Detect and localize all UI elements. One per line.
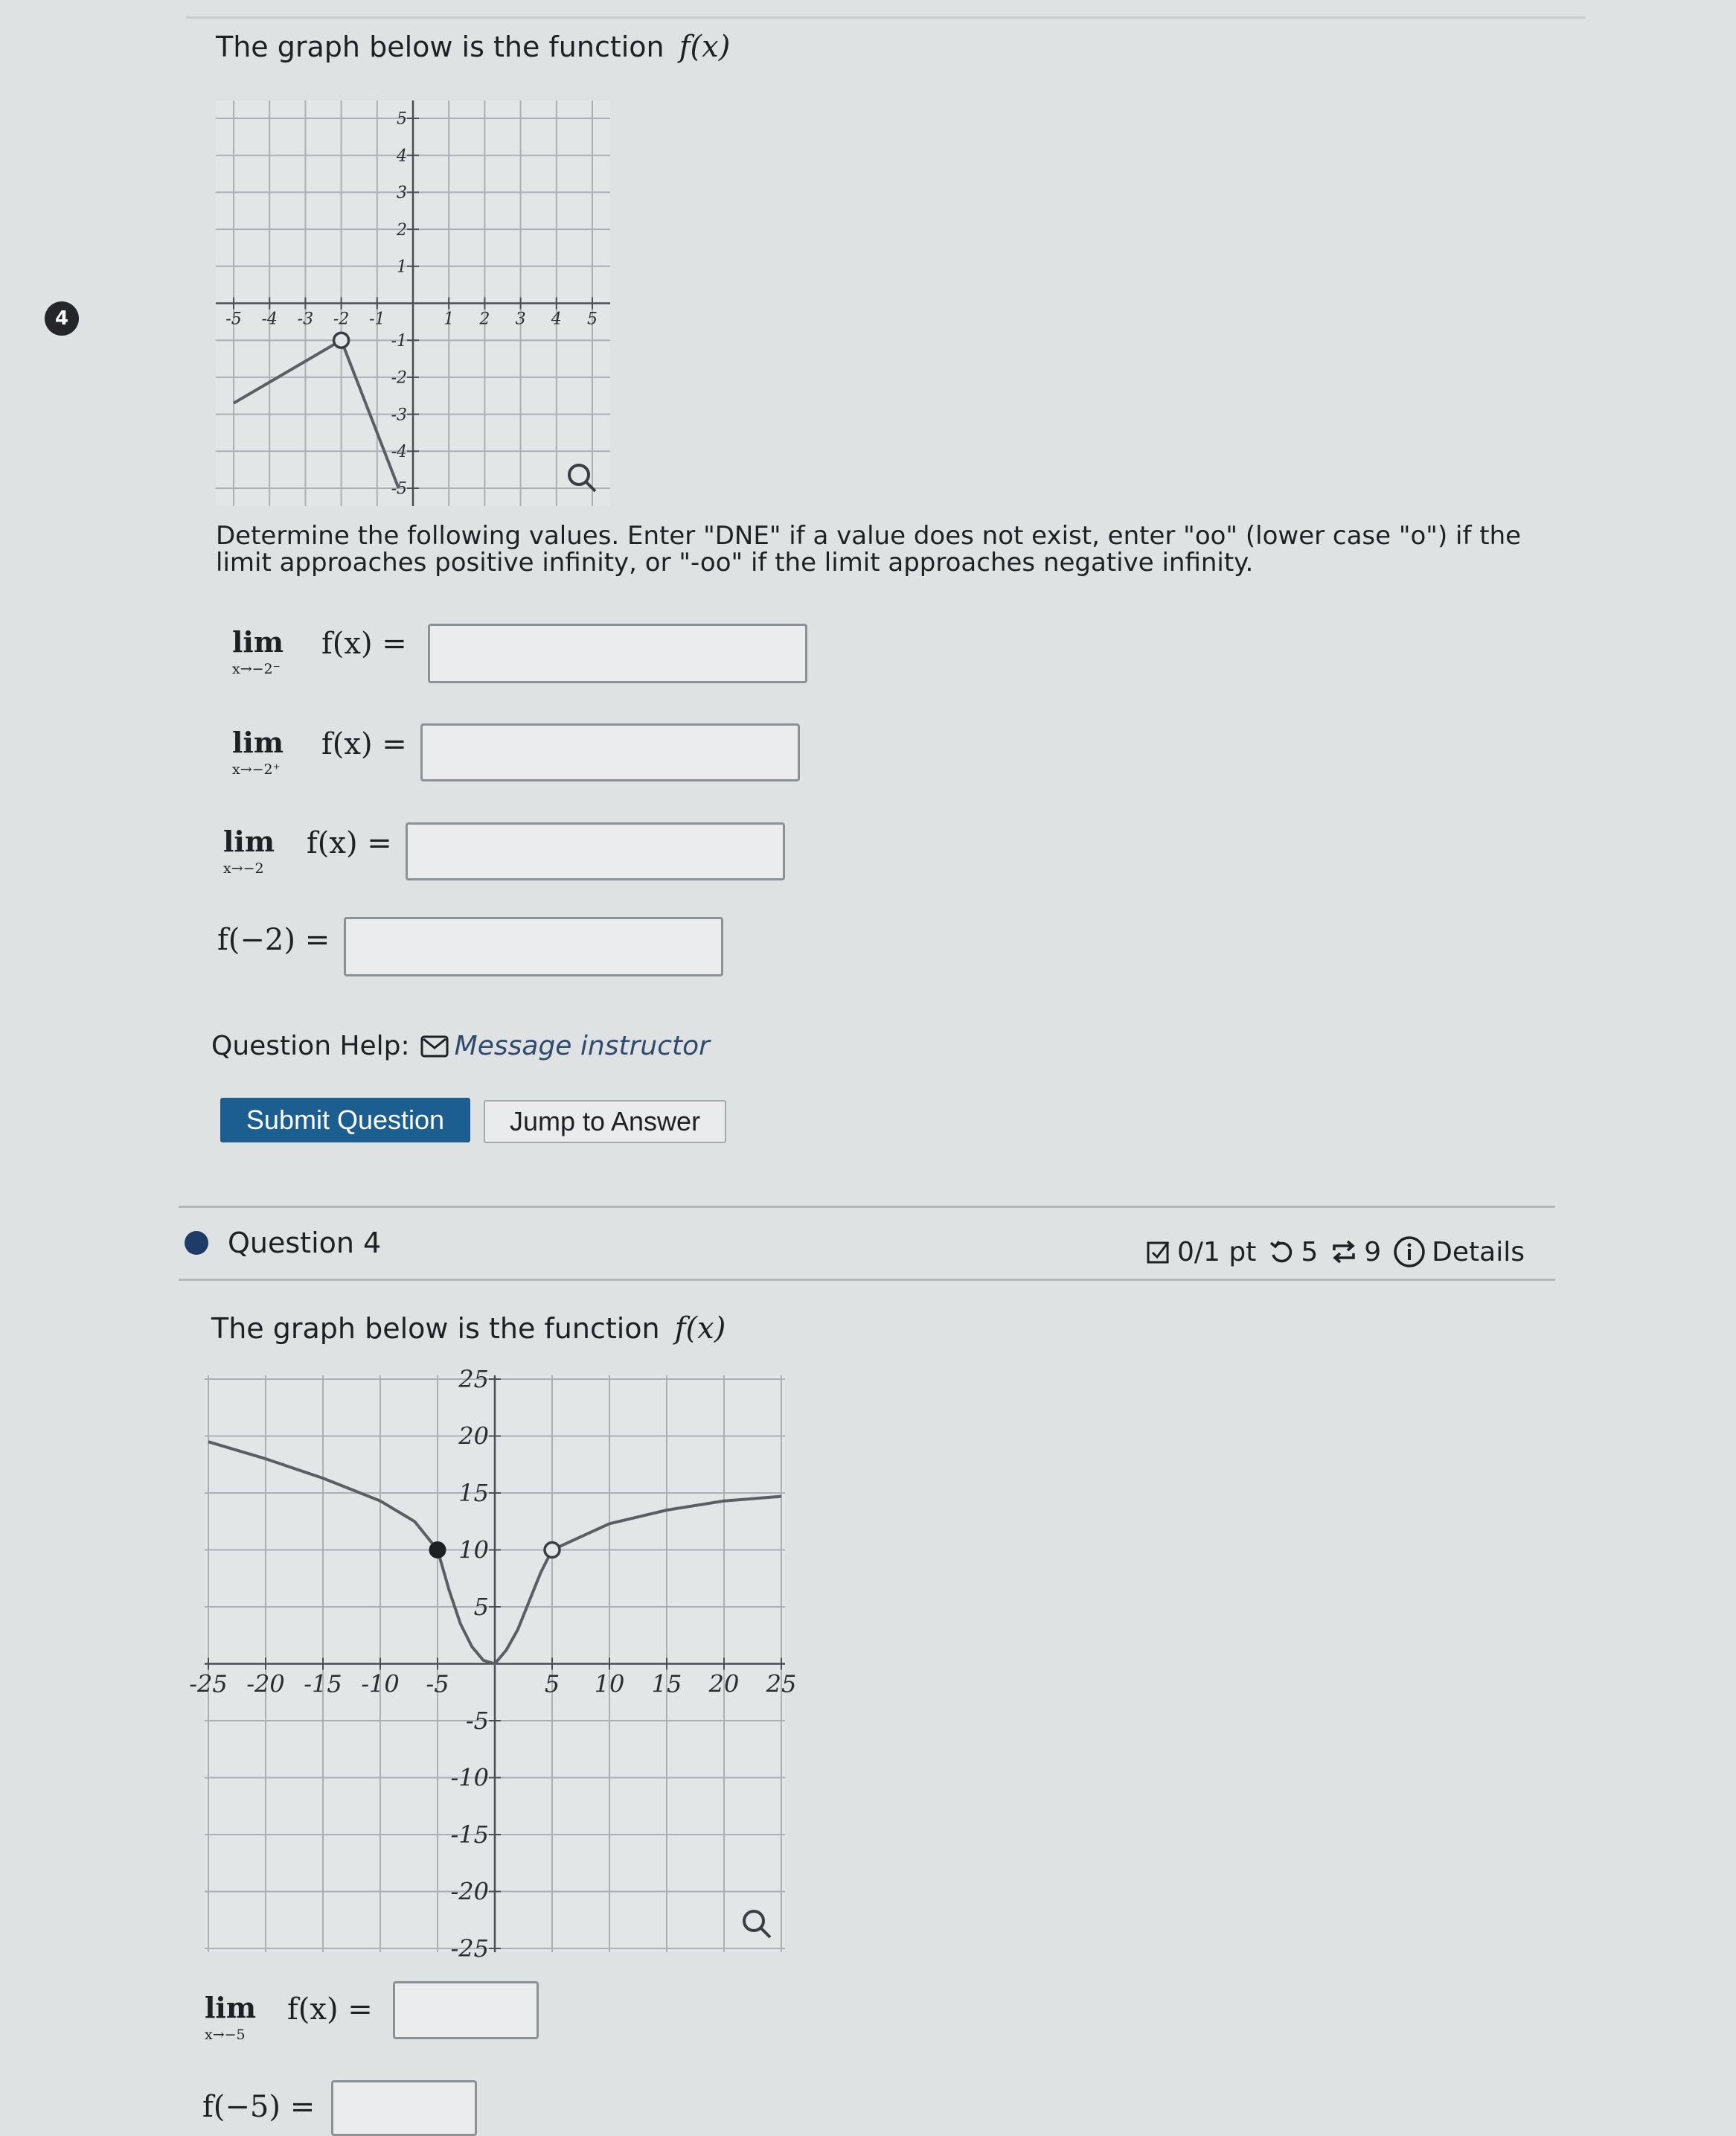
answer-input-function-value[interactable]	[344, 917, 723, 976]
x-tick-label: -15	[304, 1669, 342, 1698]
y-tick-label: -2	[391, 368, 407, 388]
lim-subscript: x→−2⁺	[232, 761, 281, 778]
top-divider	[186, 16, 1585, 19]
lim-subscript: x→−2	[223, 860, 264, 877]
prompt-text: The graph below is the function	[216, 31, 664, 63]
x-tick-label: 2	[479, 310, 490, 329]
x-tick-label: 25	[766, 1669, 797, 1698]
function-graph-1	[216, 100, 610, 506]
message-instructor-label: Message instructor	[454, 1031, 710, 1061]
y-tick-label: -5	[465, 1707, 489, 1736]
help-label: Question Help:	[211, 1031, 410, 1061]
question-meta	[1146, 1235, 1525, 1268]
y-tick-label: -4	[391, 443, 407, 461]
y-tick-label: 2	[397, 220, 407, 240]
x-tick-label: -1	[369, 310, 385, 329]
closed-point	[430, 1543, 445, 1558]
attempts-info	[1330, 1237, 1381, 1267]
prompt-text: The graph below is the function	[211, 1312, 660, 1345]
open-point	[334, 333, 349, 348]
open-point	[545, 1543, 560, 1558]
expression: f(x) =	[287, 1992, 373, 2027]
retries-info	[1268, 1237, 1318, 1267]
x-tick-label: -2	[333, 310, 350, 329]
details-label: Details	[1432, 1236, 1525, 1267]
info-icon	[1393, 1235, 1426, 1268]
message-instructor-link[interactable]	[420, 1031, 710, 1061]
x-tick-label: 20	[708, 1669, 740, 1698]
x-tick-label: 1	[443, 310, 455, 329]
y-tick-label: -25	[450, 1934, 489, 1963]
x-tick-label: 3	[515, 310, 526, 329]
section-divider	[179, 1206, 1555, 1208]
y-tick-label: 1	[397, 258, 407, 277]
question-help	[211, 1031, 710, 1061]
function-name: f(x)	[679, 30, 731, 64]
y-tick-label: 3	[397, 184, 407, 203]
x-tick-label: -4	[261, 310, 278, 329]
score-info	[1146, 1237, 1256, 1267]
undo-icon	[1268, 1238, 1295, 1265]
y-tick-label: 5	[473, 1593, 489, 1622]
answer-input-right-limit[interactable]	[420, 723, 800, 781]
x-tick-label: 4	[551, 310, 562, 329]
x-tick-label: 5	[544, 1669, 560, 1698]
question-prompt	[216, 30, 730, 64]
retries-count: 5	[1301, 1236, 1319, 1267]
x-tick-label: -20	[246, 1669, 285, 1698]
details-link[interactable]	[1393, 1235, 1525, 1268]
y-tick-label: 25	[458, 1365, 489, 1394]
x-tick-label: -5	[426, 1669, 449, 1698]
y-tick-label: -3	[391, 406, 407, 425]
lim-label: lim	[232, 726, 284, 759]
section-divider	[179, 1279, 1555, 1281]
y-tick-label: -20	[450, 1877, 489, 1906]
expression: f(−2) =	[217, 923, 330, 957]
x-tick-label: -25	[189, 1669, 228, 1698]
expression: f(x) =	[321, 727, 407, 761]
repeat-icon	[1330, 1238, 1358, 1265]
answer-input-limit-q4[interactable]	[393, 1981, 539, 2039]
expression: f(x) =	[307, 826, 392, 860]
answer-input-left-limit[interactable]	[428, 624, 807, 683]
lim-label: lim	[232, 625, 284, 659]
points-text: 0/1 pt	[1177, 1236, 1257, 1267]
y-tick-label: -15	[450, 1820, 489, 1849]
answer-input-two-sided-limit[interactable]	[406, 822, 785, 880]
envelope-icon	[420, 1035, 449, 1058]
x-tick-label: -3	[297, 310, 314, 329]
y-tick-label: -10	[450, 1763, 489, 1792]
lim-subscript: x→−5	[205, 2027, 246, 2043]
x-tick-label: -10	[361, 1669, 400, 1698]
checkbox-icon	[1146, 1239, 1171, 1264]
function-graph-2	[189, 1365, 797, 1963]
question-status-dot	[185, 1231, 208, 1255]
y-tick-label: -5	[391, 479, 407, 499]
question-prompt	[211, 1311, 726, 1346]
y-tick-label: -1	[391, 331, 407, 351]
jump-to-answer-button[interactable]: Jump to Answer	[484, 1100, 726, 1143]
y-tick-label: 20	[458, 1422, 489, 1451]
question-number-badge: 4	[45, 301, 79, 336]
y-tick-label: 4	[397, 147, 407, 166]
expression: f(x) =	[321, 627, 407, 661]
answer-input-value-q4[interactable]	[331, 2080, 477, 2136]
attempts-count: 9	[1364, 1236, 1382, 1267]
lim-label: lim	[223, 825, 275, 858]
lim-subscript: x→−2⁻	[232, 661, 281, 677]
expression: f(−5) =	[202, 2090, 316, 2124]
x-tick-label: 5	[587, 310, 598, 329]
y-tick-label: 10	[458, 1535, 489, 1564]
y-tick-label: 15	[458, 1479, 489, 1508]
question-title: Question 4	[228, 1227, 382, 1259]
x-tick-label: 10	[594, 1669, 625, 1698]
y-tick-label: 5	[397, 109, 407, 129]
x-tick-label: 15	[651, 1669, 682, 1698]
instructions: Determine the following values. Enter "DNE" if a value does not exist, enter "oo" (lower case "o") if the limit approaches positive infinity, or "-oo" if the limit approaches negative infinity.	[216, 521, 1522, 578]
x-tick-label: -5	[225, 310, 242, 329]
function-name: f(x)	[674, 1311, 726, 1346]
submit-question-button[interactable]: Submit Question	[220, 1098, 470, 1142]
lim-label: lim	[205, 1991, 257, 2024]
